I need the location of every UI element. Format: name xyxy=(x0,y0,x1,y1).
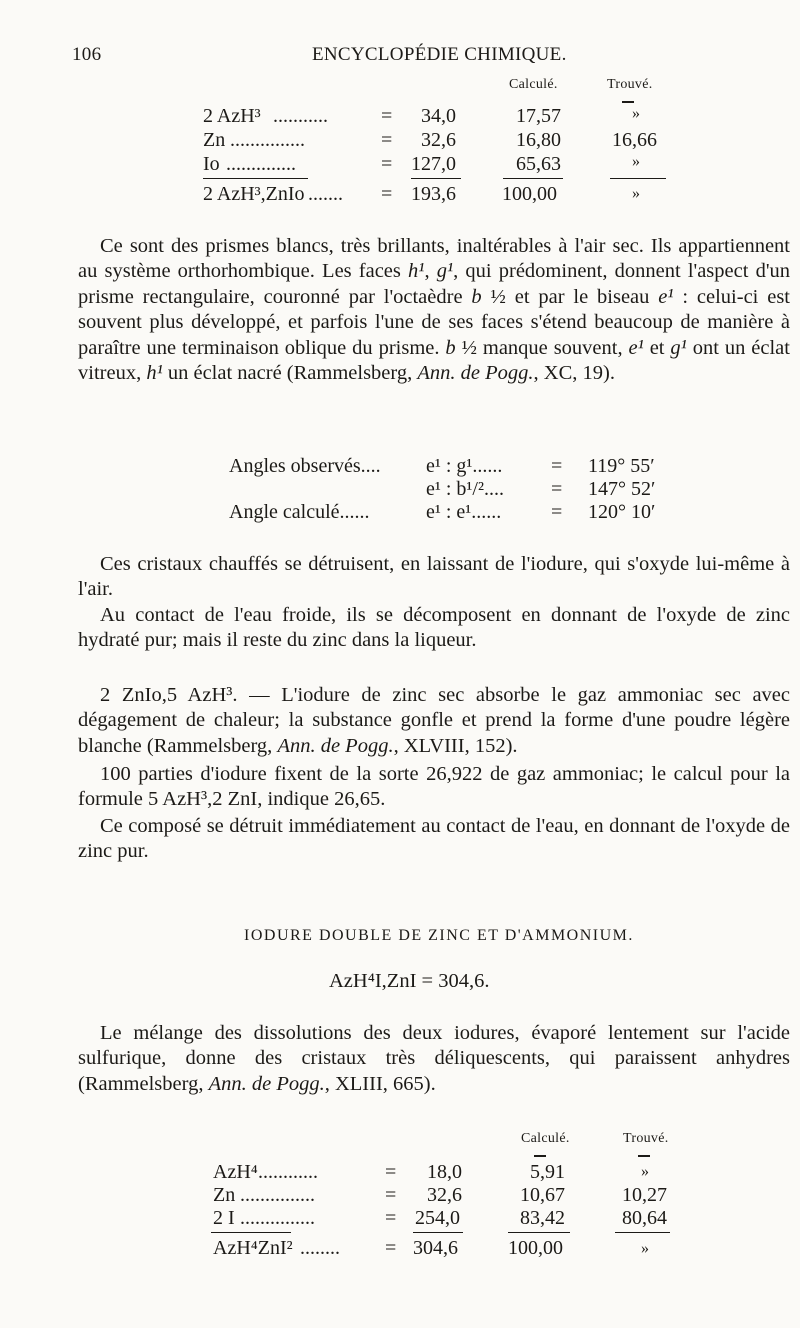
sum-rule xyxy=(211,1232,291,1233)
text-run: , xyxy=(424,260,437,283)
table-row-found: 16,66 xyxy=(612,129,657,151)
section-formula: AzH⁴I,ZnI = 304,6. xyxy=(329,970,490,992)
table-row-weight: 32,6 xyxy=(427,1184,462,1206)
table-total-found: » xyxy=(632,185,640,202)
face-symbol: e¹ xyxy=(658,285,674,308)
table-row-equals: = xyxy=(385,1161,397,1183)
sum-rule xyxy=(610,178,666,179)
angle-faces: e¹ : g¹...... xyxy=(426,455,503,477)
table-total-equals: = xyxy=(381,183,393,205)
table-row-formula: Zn xyxy=(213,1184,236,1206)
table-row-weight: 127,0 xyxy=(411,153,456,175)
text-run: , XLVIII, 152). xyxy=(393,734,518,757)
table-row-formula: AzH⁴ xyxy=(213,1161,258,1183)
face-symbol: b xyxy=(471,285,482,308)
table-row-found: » xyxy=(632,105,640,122)
text-run: un éclat nacré (Rammelsberg, xyxy=(162,362,418,385)
table-row-formula: 2 AzH³ xyxy=(203,105,261,127)
sum-rule xyxy=(203,178,308,179)
table-row-dots: ............ xyxy=(258,1161,318,1183)
table-row-dots: ........... xyxy=(273,105,328,127)
table-total-formula: 2 AzH³,ZnIo xyxy=(203,183,305,205)
journal-reference: Ann. de Pogg. xyxy=(277,734,394,757)
column-header-calcule: Calculé. xyxy=(509,77,558,92)
text-run: Le mélange des dissolutions des deux iodures, évaporé lentement sur l'acide sulfurique, donne des cristaux très déliquescents, qui paraissent anhydres (Rammelsberg, xyxy=(78,1022,790,1095)
table-row-formula: Zn xyxy=(203,129,226,151)
table-row-dots: ............... xyxy=(230,129,305,151)
table-row-found: » xyxy=(641,1163,649,1180)
table-row-formula: 2 I xyxy=(213,1207,235,1229)
table-total-dots: ....... xyxy=(308,183,343,205)
table-row-formula: Io xyxy=(203,153,220,175)
text-run: — L'iodure de zinc sec absorbe le gaz ammoniac sec avec dégagement de chaleur; la substance gonfle et prend la forme d'une poudre légère blanche (Rammelsberg, xyxy=(78,684,790,757)
sum-rule xyxy=(508,1232,570,1233)
paragraph-text: Au contact de l'eau froide, ils se décomposent en donnant de l'oxyde de zinc hydraté pur; mais il reste du zinc dans la liqueur. xyxy=(78,604,790,652)
header-dash xyxy=(622,101,634,103)
header-dash xyxy=(638,1155,650,1157)
paragraph-proportions xyxy=(78,762,790,813)
face-symbol: g¹ xyxy=(436,260,454,283)
table-row-equals: = xyxy=(385,1184,397,1206)
angle-faces: e¹ : b¹/².... xyxy=(426,478,504,500)
journal-reference: Ann. de Pogg. xyxy=(417,362,534,385)
table-row-weight: 254,0 xyxy=(415,1207,460,1229)
journal-reference: Ann. de Pogg. xyxy=(208,1072,325,1095)
angle-equals: = xyxy=(551,478,563,500)
table-total-calc: 100,00 xyxy=(502,183,557,205)
sum-rule xyxy=(503,178,563,179)
table-row-calc: 17,57 xyxy=(516,105,561,127)
table-total-calc: 100,00 xyxy=(508,1237,563,1259)
paragraph-preparation xyxy=(78,1021,790,1097)
angle-equals: = xyxy=(551,501,563,523)
face-symbol: h¹ xyxy=(146,362,163,385)
table-total-formula: AzH⁴ZnI² xyxy=(213,1237,293,1259)
text-run: ont un éclat vitreux, xyxy=(78,336,790,385)
paragraph-ammoniac-absorption xyxy=(78,683,790,759)
paragraph-crystal-description xyxy=(78,234,790,386)
table-row-calc: 10,67 xyxy=(520,1184,565,1206)
table-row-equals: = xyxy=(381,153,393,175)
page-number: 106 xyxy=(72,44,102,65)
table-row-equals: = xyxy=(381,129,393,151)
column-header-trouve: Trouvé. xyxy=(607,77,653,92)
paragraph-decomposition xyxy=(78,814,790,865)
text-run: : celui-ci est souvent plus développé, et parfois l'une de ses faces s'étend beaucoup de manière à paraître une terminaison oblique du prisme. xyxy=(78,285,790,359)
angle-value: 147° 52′ xyxy=(588,478,656,500)
table-total-weight: 304,6 xyxy=(413,1237,458,1259)
table-row-weight: 32,6 xyxy=(421,129,456,151)
table-total-dots: ........ xyxy=(300,1237,340,1259)
sum-rule xyxy=(413,1232,463,1233)
column-header-calcule: Calculé. xyxy=(521,1131,570,1146)
table-row-calc: 16,80 xyxy=(516,129,561,151)
table-row-found: » xyxy=(632,153,640,170)
angle-value: 120° 10′ xyxy=(588,501,656,523)
table-row-equals: = xyxy=(385,1207,397,1229)
text-run: ½ et par le biseau xyxy=(481,285,659,308)
header-dash xyxy=(534,1155,546,1157)
text-run: et xyxy=(643,336,671,359)
angle-label: Angles observés.... xyxy=(229,455,381,477)
face-symbol: b xyxy=(445,336,456,359)
table-row-equals: = xyxy=(381,105,393,127)
table-row-found: 10,27 xyxy=(622,1184,667,1206)
column-header-trouve: Trouvé. xyxy=(623,1131,669,1146)
angle-value: 119° 55′ xyxy=(588,455,655,477)
section-title: IODURE DOUBLE DE ZINC ET D'AMMONIUM. xyxy=(244,927,634,944)
sum-rule xyxy=(411,178,461,179)
paragraph-cold-water xyxy=(78,603,790,654)
angle-equals: = xyxy=(551,455,563,477)
table-row-calc: 83,42 xyxy=(520,1207,565,1229)
paragraph-text: Ce composé se détruit immédiatement au contact de l'eau, en donnant de l'oxyde de zinc pur. xyxy=(78,815,790,863)
text-run: , XLIII, 665). xyxy=(324,1072,436,1095)
angle-label: Angle calculé...... xyxy=(229,501,370,523)
table-row-weight: 34,0 xyxy=(421,105,456,127)
paragraph-text: 100 parties d'iodure fixent de la sorte 26,922 de gaz ammoniac; le calcul pour la formule 5 AzH³,2 ZnI, indique 26,65. xyxy=(78,763,790,811)
table-row-calc: 5,91 xyxy=(530,1161,565,1183)
face-symbol: g¹ xyxy=(670,336,687,359)
compound-formula: 2 ZnIo,5 AzH³. xyxy=(100,684,238,706)
text-run: ½ manque souvent, xyxy=(455,336,629,359)
table-row-dots: .............. xyxy=(226,153,296,175)
table-row-dots: ............... xyxy=(240,1184,315,1206)
face-symbol: h¹ xyxy=(408,260,425,283)
angle-faces: e¹ : e¹...... xyxy=(426,501,502,523)
table-row-found: 80,64 xyxy=(622,1207,667,1229)
paragraph-text: Ces cristaux chauffés se détruisent, en laissant de l'iodure, qui s'oxyde lui-même à l'air. xyxy=(78,553,790,601)
text-run: Ce sont des prismes blancs, très brillants, inaltérables à l'air sec. Ils appartiennent au système orthorhombique. Les faces xyxy=(78,235,790,283)
text-run: , XC, 19). xyxy=(533,362,615,385)
table-total-found: » xyxy=(641,1240,649,1257)
text-run: , qui prédominent, donnent l'aspect d'un prisme rectangulaire, couronné par l'octaèdre xyxy=(78,260,791,308)
table-total-weight: 193,6 xyxy=(411,183,456,205)
table-row-weight: 18,0 xyxy=(427,1161,462,1183)
table-row-dots: ............... xyxy=(240,1207,315,1229)
table-row-calc: 65,63 xyxy=(516,153,561,175)
running-title: ENCYCLOPÉDIE CHIMIQUE. xyxy=(312,44,567,65)
table-total-equals: = xyxy=(385,1237,397,1259)
sum-rule xyxy=(615,1232,670,1233)
face-symbol: e¹ xyxy=(628,336,644,359)
paragraph-heating xyxy=(78,552,790,603)
